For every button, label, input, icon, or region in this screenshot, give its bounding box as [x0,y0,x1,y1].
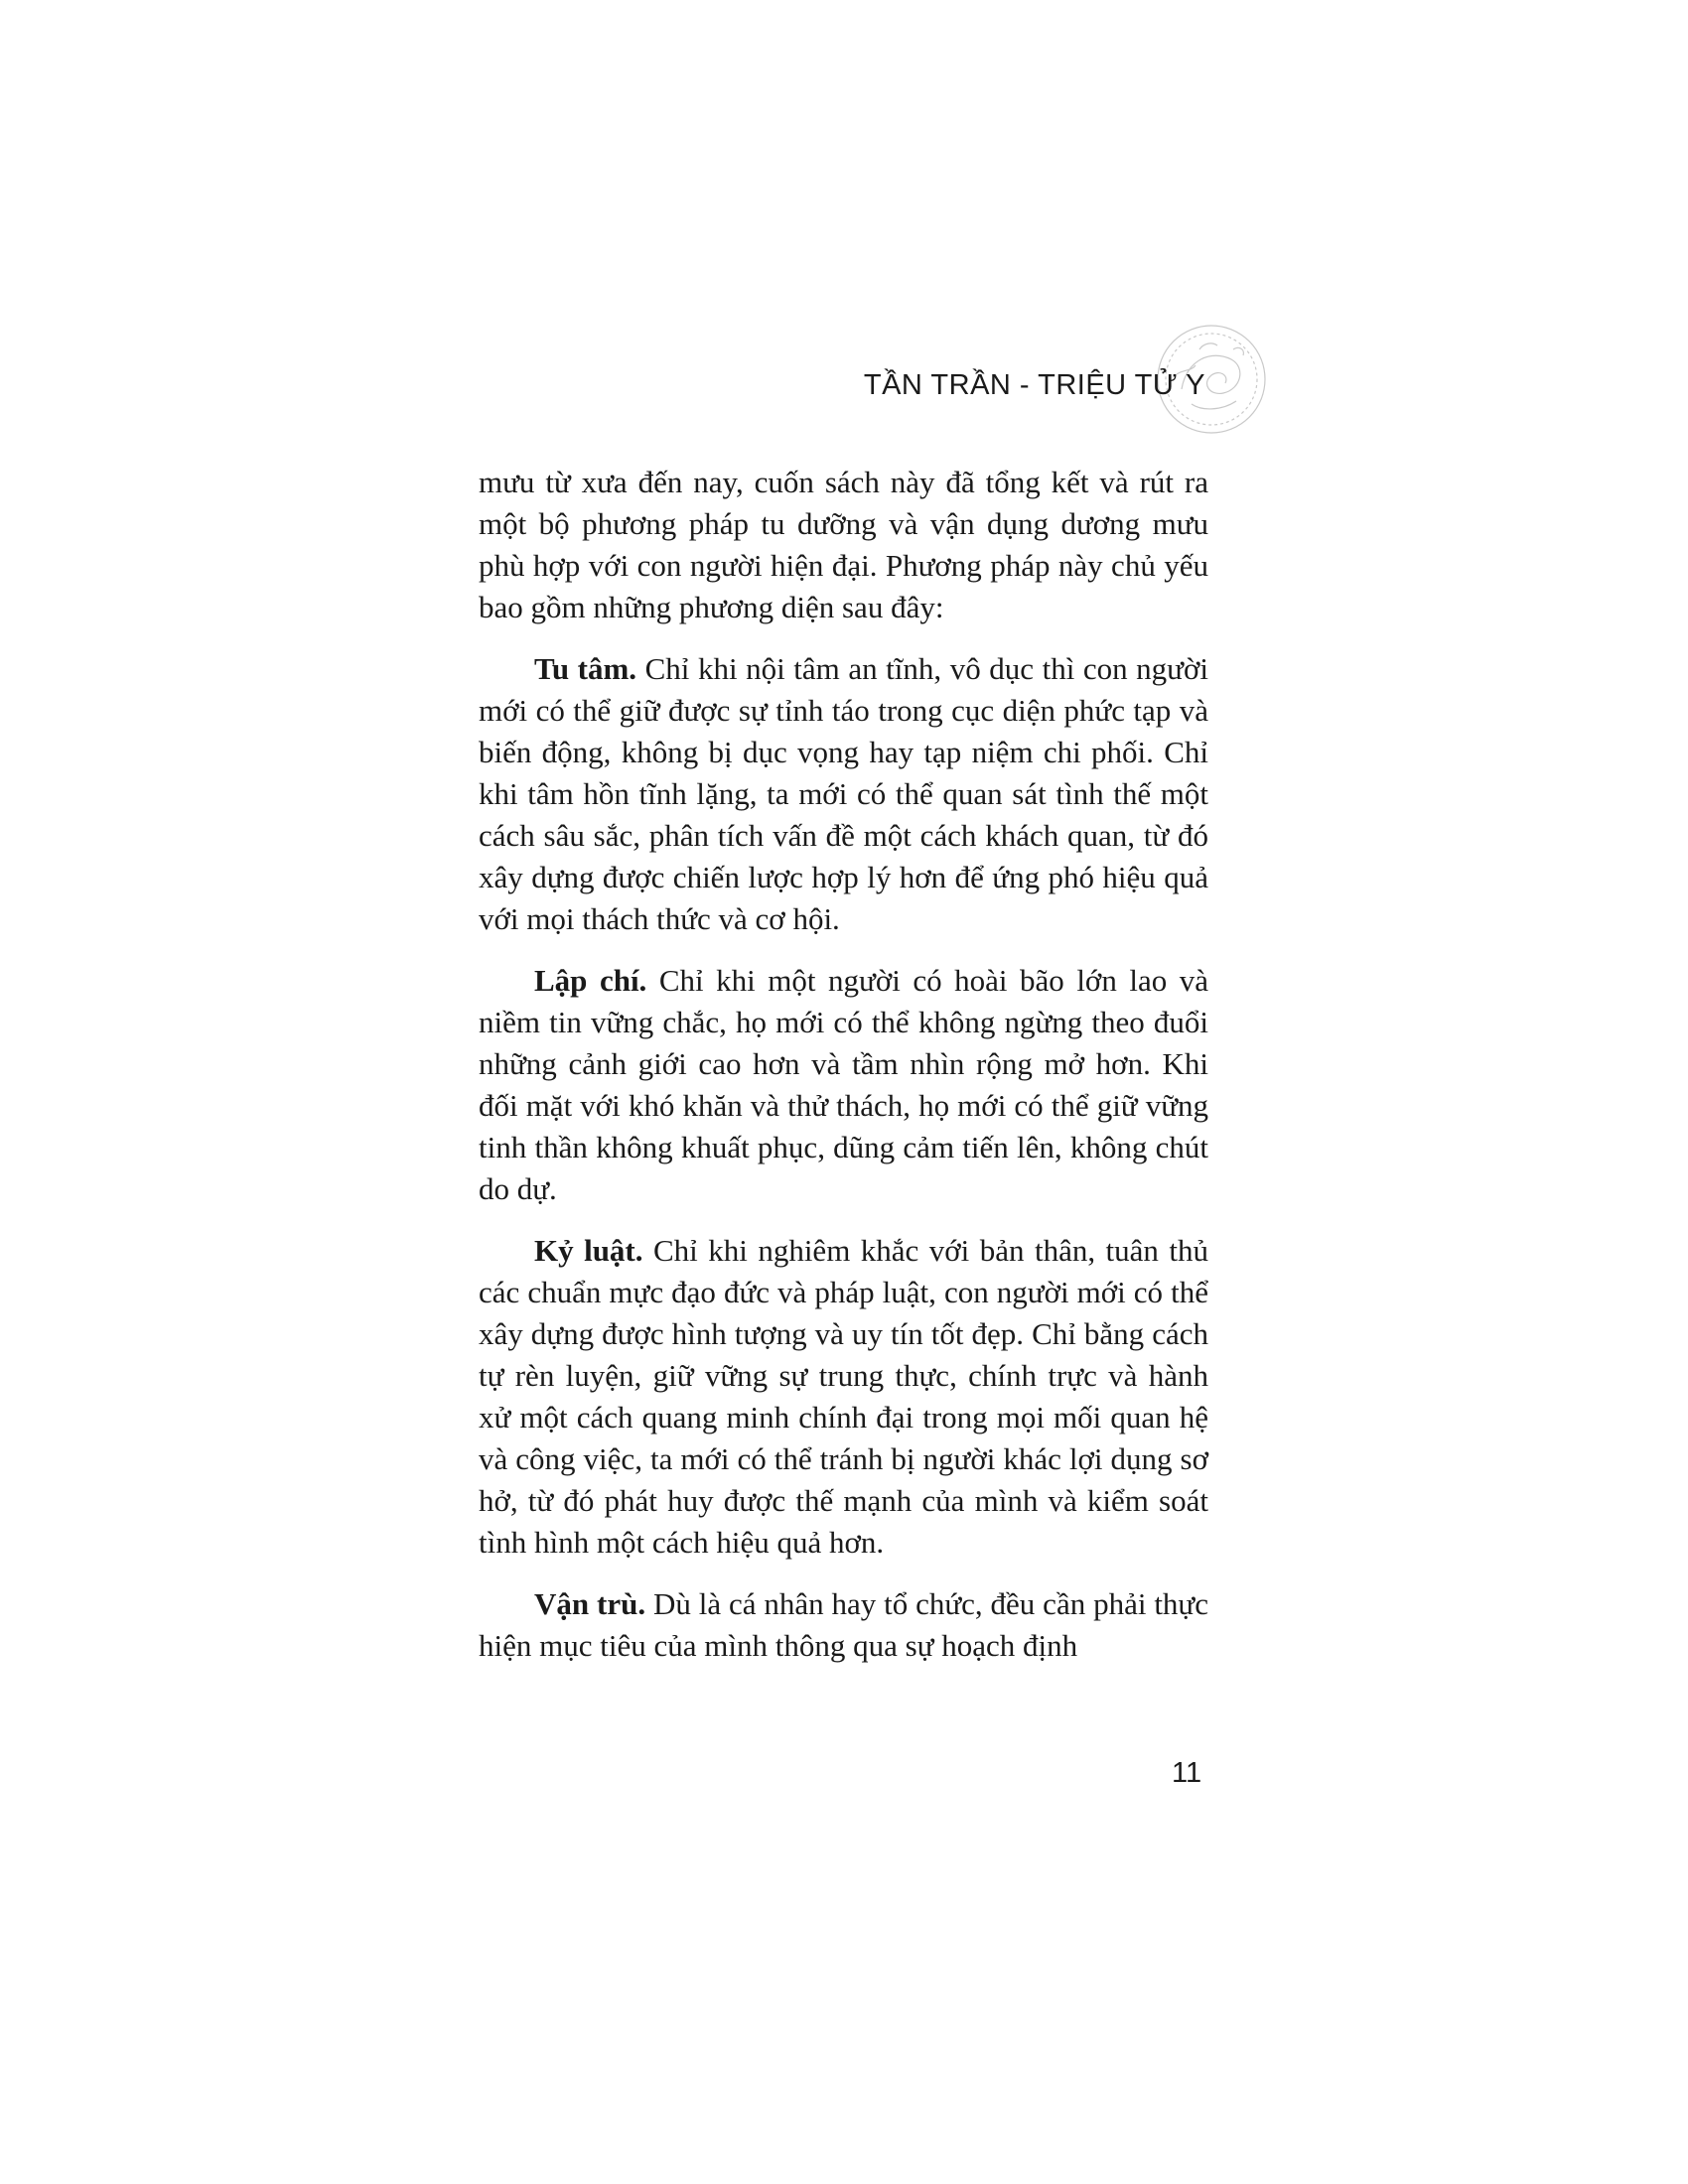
section-paragraph-tu-tam [479,648,1208,940]
intro-paragraph: mưu từ xưa đến nay, cuốn sách này đã tổng kết và rút ra một bộ phương pháp tu dưỡng và vận dụng dương mưu phù hợp với con người hiện đại. Phương pháp này chủ yếu bao gồm những phương diện sau đây: [479,465,1208,624]
section-term: Vận trù. [534,1586,646,1621]
body-text [479,462,1208,1687]
section-paragraph-lap-chi [479,960,1208,1210]
section-term: Tu tâm. [534,651,637,686]
page-number: 11 [1172,1757,1202,1789]
running-header: TẦN TRẦN - TRIỆU TỬ Y [863,369,1205,401]
section-term: Lập chí. [534,963,647,998]
section-text: Chỉ khi nội tâm an tĩnh, vô dục thì con người mới có thể giữ được sự tỉnh táo trong cục diện phức tạp và biến động, không bị dục vọng hay tạp niệm chi phối. Chỉ khi tâm hồn tĩnh lặng, ta mới có thể quan sát tình thế một cách sâu sắc, phân tích vấn đề một cách khách quan, từ đó xây dựng được chiến lược hợp lý hơn để ứng phó hiệu quả với mọi thách thức và cơ hội. [479,651,1208,936]
section-text: Dù là cá nhân hay tổ chức, đều cần phải thực hiện mục tiêu của mình thông qua sự hoạch định [479,1586,1208,1663]
section-paragraph-ky-luat [479,1230,1208,1564]
section-text: Chỉ khi nghiêm khắc với bản thân, tuân thủ các chuẩn mực đạo đức và pháp luật, con người mới có thể xây dựng được hình tượng và uy tín tốt đẹp. Chỉ bằng cách tự rèn luyện, giữ vững sự trung thực, chính trực và hành xử một cách quang minh chính đại trong mọi mối quan hệ và công việc, ta mới có thể tránh bị người khác lợi dụng sơ hở, từ đó phát huy được thế mạnh của mình và kiểm soát tình hình một cách hiệu quả hơn. [479,1233,1208,1560]
section-term: Kỷ luật. [534,1233,643,1268]
section-text: Chỉ khi một người có hoài bão lớn lao và niềm tin vững chắc, họ mới có thể không ngừng theo đuổi những cảnh giới cao hơn và tầm nhìn rộng mở hơn. Khi đối mặt với khó khăn và thử thách, họ mới có thể giữ vững tinh thần không khuất phục, dũng cảm tiến lên, không chút do dự. [479,963,1209,1206]
section-paragraph-van-tru [479,1583,1208,1667]
